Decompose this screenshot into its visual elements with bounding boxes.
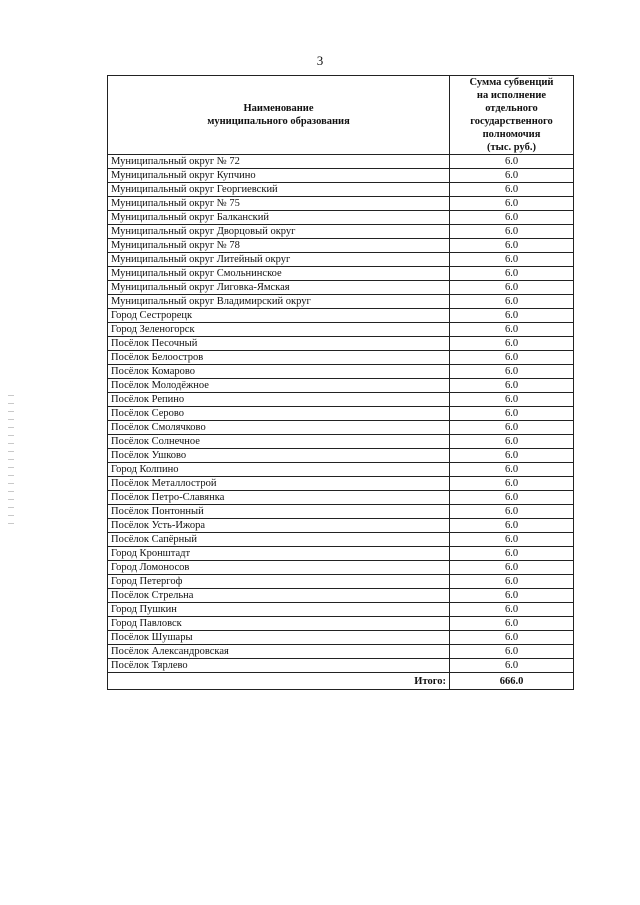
table-row: [108, 603, 574, 617]
table-row: [108, 519, 574, 533]
table-row: [108, 659, 574, 673]
header-sum-line: Сумма субвенций: [469, 77, 554, 88]
table-row: [108, 561, 574, 575]
scan-margin-marks: [8, 395, 14, 525]
total-label: Итого:: [108, 673, 450, 690]
subvention-amount: 6.0: [450, 323, 574, 337]
table-row: [108, 365, 574, 379]
table-row: [108, 267, 574, 281]
municipality-name: Муниципальный округ Купчино: [108, 169, 450, 183]
municipality-name: Посёлок Солнечное: [108, 435, 450, 449]
table-row: [108, 477, 574, 491]
subvention-amount: 6.0: [450, 351, 574, 365]
table-row: [108, 155, 574, 169]
municipality-name: Посёлок Ушково: [108, 449, 450, 463]
table-row: [108, 309, 574, 323]
subvention-amount: 6.0: [450, 337, 574, 351]
table-row: [108, 379, 574, 393]
municipality-name: Посёлок Петро-Славянка: [108, 491, 450, 505]
municipality-name: Посёлок Шушары: [108, 631, 450, 645]
municipality-name: Посёлок Молодёжное: [108, 379, 450, 393]
header-name-column: [108, 76, 450, 155]
table-row: [108, 505, 574, 519]
header-sum-column: [450, 76, 574, 155]
municipality-name: Посёлок Александровская: [108, 645, 450, 659]
table-row: [108, 169, 574, 183]
subvention-amount: 6.0: [450, 659, 574, 673]
municipality-name: Муниципальный округ № 78: [108, 239, 450, 253]
subvention-amount: 6.0: [450, 393, 574, 407]
municipality-name: Посёлок Репино: [108, 393, 450, 407]
table-row: [108, 617, 574, 631]
table-body: [108, 155, 574, 673]
subvention-amount: 6.0: [450, 519, 574, 533]
table-row: [108, 253, 574, 267]
table-row: [108, 197, 574, 211]
subventions-table: [107, 75, 574, 690]
municipality-name: Посёлок Металлострой: [108, 477, 450, 491]
municipality-name: Посёлок Смолячково: [108, 421, 450, 435]
subvention-amount: 6.0: [450, 547, 574, 561]
table-row: [108, 225, 574, 239]
header-name-line: Наименование: [243, 103, 314, 114]
municipality-name: Город Павловск: [108, 617, 450, 631]
table-row: [108, 645, 574, 659]
subvention-amount: 6.0: [450, 589, 574, 603]
municipality-name: Посёлок Усть-Ижора: [108, 519, 450, 533]
municipality-name: Муниципальный округ Дворцовый округ: [108, 225, 450, 239]
page-number: 3: [316, 53, 324, 68]
total-row: [108, 673, 574, 690]
subvention-amount: 6.0: [450, 253, 574, 267]
subvention-amount: 6.0: [450, 463, 574, 477]
municipality-name: Город Сестрорецк: [108, 309, 450, 323]
header-sum-line: отдельного: [485, 103, 538, 114]
municipality-name: Муниципальный округ Владимирский округ: [108, 295, 450, 309]
table-row: [108, 407, 574, 421]
subvention-amount: 6.0: [450, 267, 574, 281]
municipality-name: Посёлок Комарово: [108, 365, 450, 379]
table-row: [108, 183, 574, 197]
subvention-amount: 6.0: [450, 631, 574, 645]
municipality-name: Город Пушкин: [108, 603, 450, 617]
subvention-amount: 6.0: [450, 309, 574, 323]
subvention-amount: 6.0: [450, 365, 574, 379]
subvention-amount: 6.0: [450, 183, 574, 197]
subvention-amount: 6.0: [450, 211, 574, 225]
table-row: [108, 295, 574, 309]
municipality-name: Муниципальный округ Балканский: [108, 211, 450, 225]
municipality-name: Муниципальный округ № 72: [108, 155, 450, 169]
subvention-amount: 6.0: [450, 575, 574, 589]
municipality-name: Город Ломоносов: [108, 561, 450, 575]
subvention-amount: 6.0: [450, 435, 574, 449]
header-name-line: муниципального образования: [207, 116, 350, 127]
subvention-amount: 6.0: [450, 561, 574, 575]
table-row: [108, 435, 574, 449]
header-sum-line: полномочия: [482, 129, 541, 140]
municipality-name: Посёлок Песочный: [108, 337, 450, 351]
table-row: [108, 211, 574, 225]
subvention-amount: 6.0: [450, 379, 574, 393]
subvention-amount: 6.0: [450, 295, 574, 309]
table-row: [108, 323, 574, 337]
table-row: [108, 533, 574, 547]
subvention-amount: 6.0: [450, 225, 574, 239]
subvention-amount: 6.0: [450, 603, 574, 617]
subvention-amount: 6.0: [450, 421, 574, 435]
municipality-name: Посёлок Понтонный: [108, 505, 450, 519]
table-row: [108, 547, 574, 561]
municipality-name: Муниципальный округ Литейный округ: [108, 253, 450, 267]
municipality-name: Посёлок Тярлево: [108, 659, 450, 673]
subvention-amount: 6.0: [450, 407, 574, 421]
table-header-row: [108, 76, 574, 155]
table-row: [108, 575, 574, 589]
total-value: 666.0: [450, 673, 574, 690]
subvention-amount: 6.0: [450, 281, 574, 295]
subvention-amount: 6.0: [450, 505, 574, 519]
table-row: [108, 421, 574, 435]
header-sum-line: на исполнение: [476, 90, 547, 101]
subvention-amount: 6.0: [450, 169, 574, 183]
table-row: [108, 463, 574, 477]
table-row: [108, 351, 574, 365]
header-sum-line: государственного: [470, 116, 553, 127]
municipality-name: Город Колпино: [108, 463, 450, 477]
municipality-name: Муниципальный округ Георгиевский: [108, 183, 450, 197]
municipality-name: Город Зеленогорск: [108, 323, 450, 337]
table-row: [108, 281, 574, 295]
subvention-amount: 6.0: [450, 477, 574, 491]
table-row: [108, 337, 574, 351]
table-row: [108, 393, 574, 407]
subvention-amount: 6.0: [450, 617, 574, 631]
municipality-name: Посёлок Стрельна: [108, 589, 450, 603]
table-row: [108, 631, 574, 645]
municipality-name: Посёлок Сапёрный: [108, 533, 450, 547]
municipality-name: Муниципальный округ № 75: [108, 197, 450, 211]
subvention-amount: 6.0: [450, 533, 574, 547]
table-row: [108, 491, 574, 505]
table-row: [108, 589, 574, 603]
municipality-name: Город Петергоф: [108, 575, 450, 589]
subvention-amount: 6.0: [450, 449, 574, 463]
subvention-amount: 6.0: [450, 239, 574, 253]
subvention-amount: 6.0: [450, 645, 574, 659]
table-row: [108, 239, 574, 253]
municipality-name: Посёлок Белоостров: [108, 351, 450, 365]
table-row: [108, 449, 574, 463]
subvention-amount: 6.0: [450, 491, 574, 505]
header-sum-line: (тыс. руб.): [487, 142, 536, 153]
subvention-amount: 6.0: [450, 155, 574, 169]
municipality-name: Посёлок Серово: [108, 407, 450, 421]
subvention-amount: 6.0: [450, 197, 574, 211]
municipality-name: Муниципальный округ Смольнинское: [108, 267, 450, 281]
municipality-name: Муниципальный округ Лиговка-Ямская: [108, 281, 450, 295]
municipality-name: Город Кронштадт: [108, 547, 450, 561]
